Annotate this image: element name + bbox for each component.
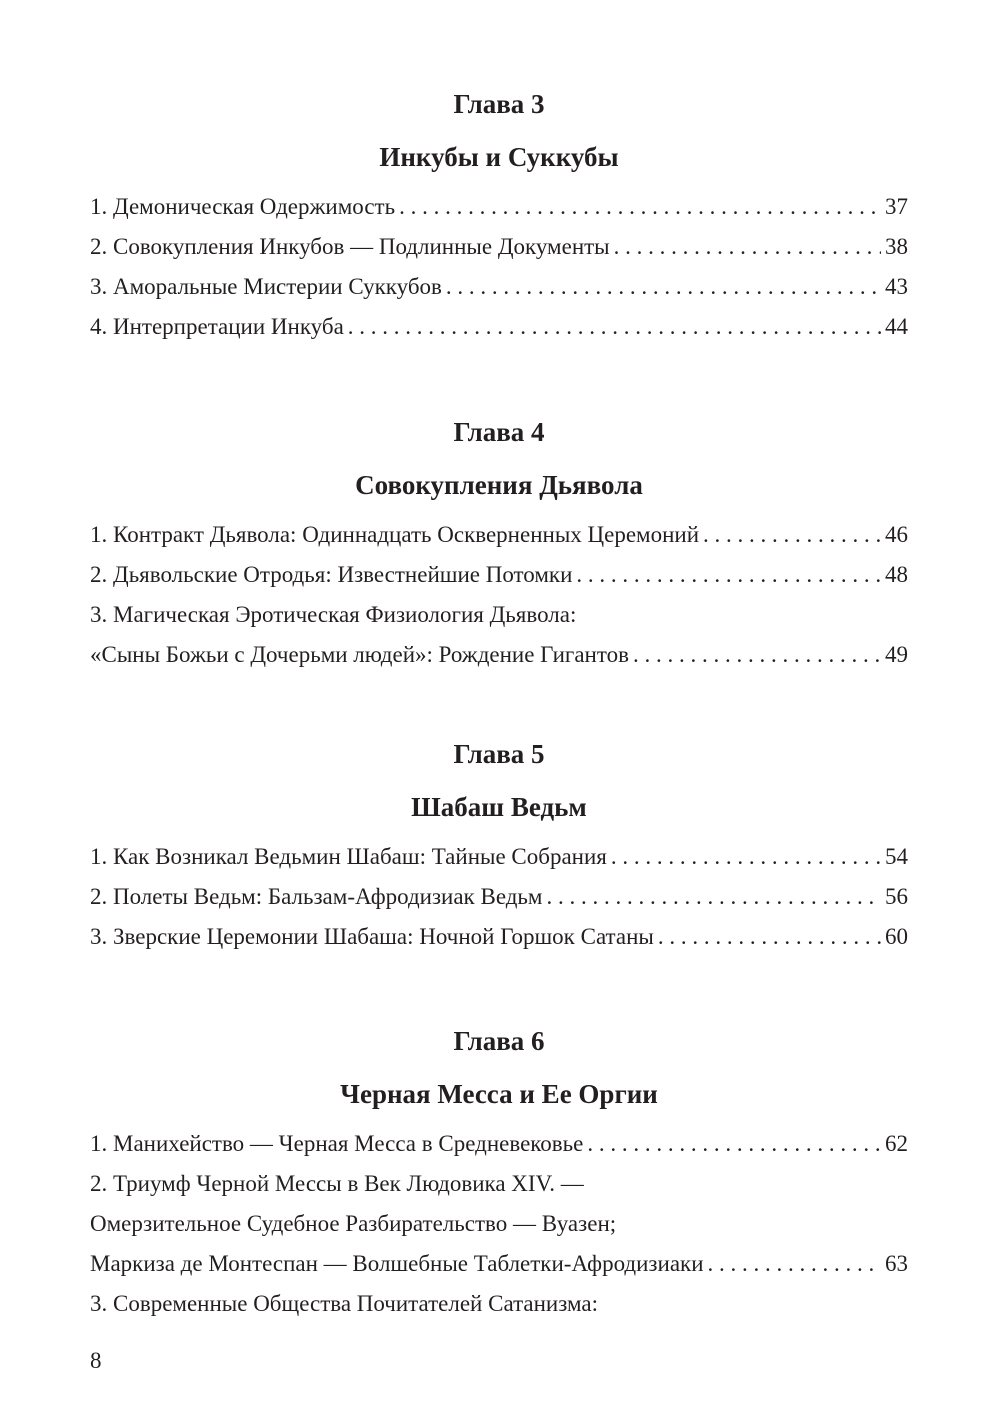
entry-text: 3. Зверские Церемонии Шабаша: Ночной Горшок Сатаны (90, 924, 654, 949)
dot-leader (399, 187, 881, 227)
chapter-number: Глава 3 (453, 89, 545, 119)
page-number: 38 (885, 234, 908, 259)
chapter-number: Глава 5 (453, 739, 545, 769)
toc-entry[interactable] (90, 555, 908, 595)
chapter-number: Глава 6 (453, 1026, 545, 1056)
page-number: 48 (885, 562, 908, 587)
chapter-4 (90, 415, 908, 675)
chapter-title: Шабаш Ведьм (411, 792, 587, 822)
chapter-number: Глава 4 (453, 417, 545, 447)
toc-entry[interactable] (90, 917, 908, 957)
dot-leader (614, 227, 881, 267)
entry-text: 3. Аморальные Мистерии Суккубов (90, 274, 442, 299)
dot-leader (703, 515, 881, 555)
page-number: 62 (885, 1131, 908, 1156)
page-number: 56 (885, 884, 908, 909)
entry-text: Омерзительное Судебное Разбирательство — Вуазен; (90, 1211, 617, 1236)
entry-text: 2. Дьявольские Отродья: Известнейшие Потомки (90, 562, 573, 587)
entry-text: 3. Магическая Эротическая Физиология Дьявола: (90, 602, 577, 627)
entry-text: 1. Демоническая Одержимость (90, 194, 396, 219)
page-number: 44 (885, 314, 908, 339)
dot-leader (611, 837, 881, 877)
page-number: 60 (885, 924, 908, 949)
dot-leader (446, 267, 881, 307)
chapter-5 (90, 737, 908, 957)
entry-text: 4. Интерпретации Инкуба (90, 314, 344, 339)
toc-entry[interactable] (90, 837, 908, 877)
dot-leader (576, 555, 881, 595)
entry-text: 3. Современные Общества Почитателей Сатанизма: (90, 1291, 598, 1316)
page-number: 46 (885, 522, 908, 547)
folio-page-number: 8 (90, 1348, 102, 1373)
toc-entry[interactable] (90, 187, 908, 227)
toc-entry[interactable] (90, 595, 908, 675)
entry-text: 2. Полеты Ведьм: Бальзам-Афродизиак Ведьм (90, 884, 543, 909)
dot-leader (348, 307, 881, 347)
page-number: 49 (885, 642, 908, 667)
entry-text: «Сыны Божьи с Дочерьми людей»: Рождение Гигантов (90, 642, 629, 667)
entry-text: 2. Совокупления Инкубов — Подлинные Документы (90, 234, 610, 259)
toc-entry[interactable] (90, 1124, 908, 1164)
dot-leader (708, 1244, 881, 1284)
entry-text: 1. Контракт Дьявола: Одиннадцать Оскверненных Церемоний (90, 522, 700, 547)
chapter-6 (90, 1024, 908, 1324)
page-number: 37 (885, 194, 908, 219)
dot-leader (633, 635, 881, 675)
dot-leader (546, 877, 881, 917)
toc-entry[interactable] (90, 1164, 908, 1284)
chapter-3 (90, 87, 908, 347)
entry-text: Маркиза де Монтеспан — Волшебные Таблетки-Афродизиаки (90, 1251, 704, 1276)
page-number: 43 (885, 274, 908, 299)
chapter-title: Совокупления Дьявола (355, 470, 643, 500)
page-number: 54 (885, 844, 908, 869)
toc-entry[interactable] (90, 267, 908, 307)
dot-leader (658, 917, 881, 957)
dot-leader (587, 1124, 881, 1164)
toc-entry[interactable] (90, 307, 908, 347)
chapter-title: Черная Месса и Ее Оргии (340, 1079, 658, 1109)
chapter-title: Инкубы и Суккубы (379, 142, 619, 172)
entry-text: 1. Как Возникал Ведьмин Шабаш: Тайные Собрания (90, 844, 607, 869)
entry-text: 2. Триумф Черной Мессы в Век Людовика XIV. — (90, 1171, 584, 1196)
toc-entry[interactable] (90, 515, 908, 555)
toc-entry[interactable] (90, 1284, 908, 1324)
entry-text: 1. Манихейство — Черная Месса в Средневековье (90, 1131, 584, 1156)
toc-entry[interactable] (90, 877, 908, 917)
page-number: 63 (885, 1251, 908, 1276)
toc-entry[interactable] (90, 227, 908, 267)
